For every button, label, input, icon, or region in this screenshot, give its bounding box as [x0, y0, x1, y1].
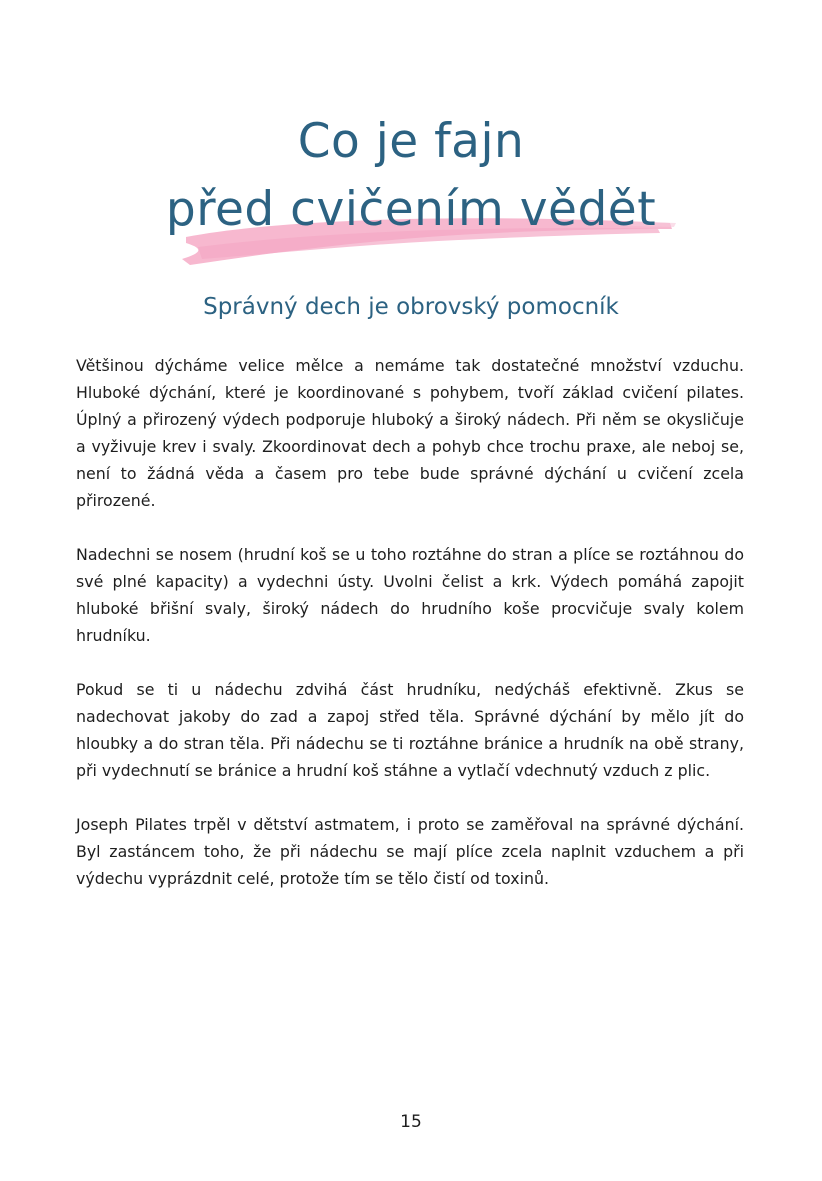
page-title-line-1: Co je fajn — [297, 114, 525, 169]
paragraph-4: Joseph Pilates trpěl v dětství astmatem, i proto se zaměřoval na správné dýchání. Byl zastáncem toho, že při nádechu se mají plíce zcela naplnit vzduchem a při výdechu vyprázdnit celé, protože tím se tělo čistí od toxinů. — [76, 815, 744, 888]
body-text — [76, 352, 744, 919]
paragraph-1: Většinou dýcháme velice mělce a nemáme tak dostatečné množství vzduchu. Hluboké dýchání, které je koordinované s pohybem, tvoří základ cvičení pilates. Úplný a přirozený výdech podporuje hluboký a široký nádech. Při něm se okysličuje a vyživuje krev i svaly. Zkoordinovat dech a pohyb chce trochu praxe, ale neboj se, není to žádná věda a časem pro tebe bude správné dýchání u cvičení zcela přirozené. — [76, 356, 744, 510]
paragraph-2: Nadechni se nosem (hrudní koš se u toho roztáhne do stran a plíce se roztáhnou do své plné kapacity) a vydechni ústy. Uvolni čelist a krk. Výdech pomáhá zapojit hluboké břišní svaly, široký nádech do hrudního koše procvičuje svaly kolem hrudníku. — [76, 545, 744, 645]
paragraph-3: Pokud se ti u nádechu zdvihá část hrudníku, nedýcháš efektivně. Zkus se nadechovat jakoby do zad a zapoj střed těla. Správné dýchání by mělo jít do hloubky a do stran těla. Při nádechu se ti roztáhne bránice a hrudník na obě strany, při vydechnutí se bránice a hrudní koš stáhne a vytlačí vdechnutý vzduch z plic. — [76, 680, 744, 780]
section-subtitle: Správný dech je obrovský pomocník — [203, 294, 619, 320]
page-title-line-2: před cvičením vědět — [165, 182, 657, 237]
page-number: 15 — [400, 1112, 422, 1132]
